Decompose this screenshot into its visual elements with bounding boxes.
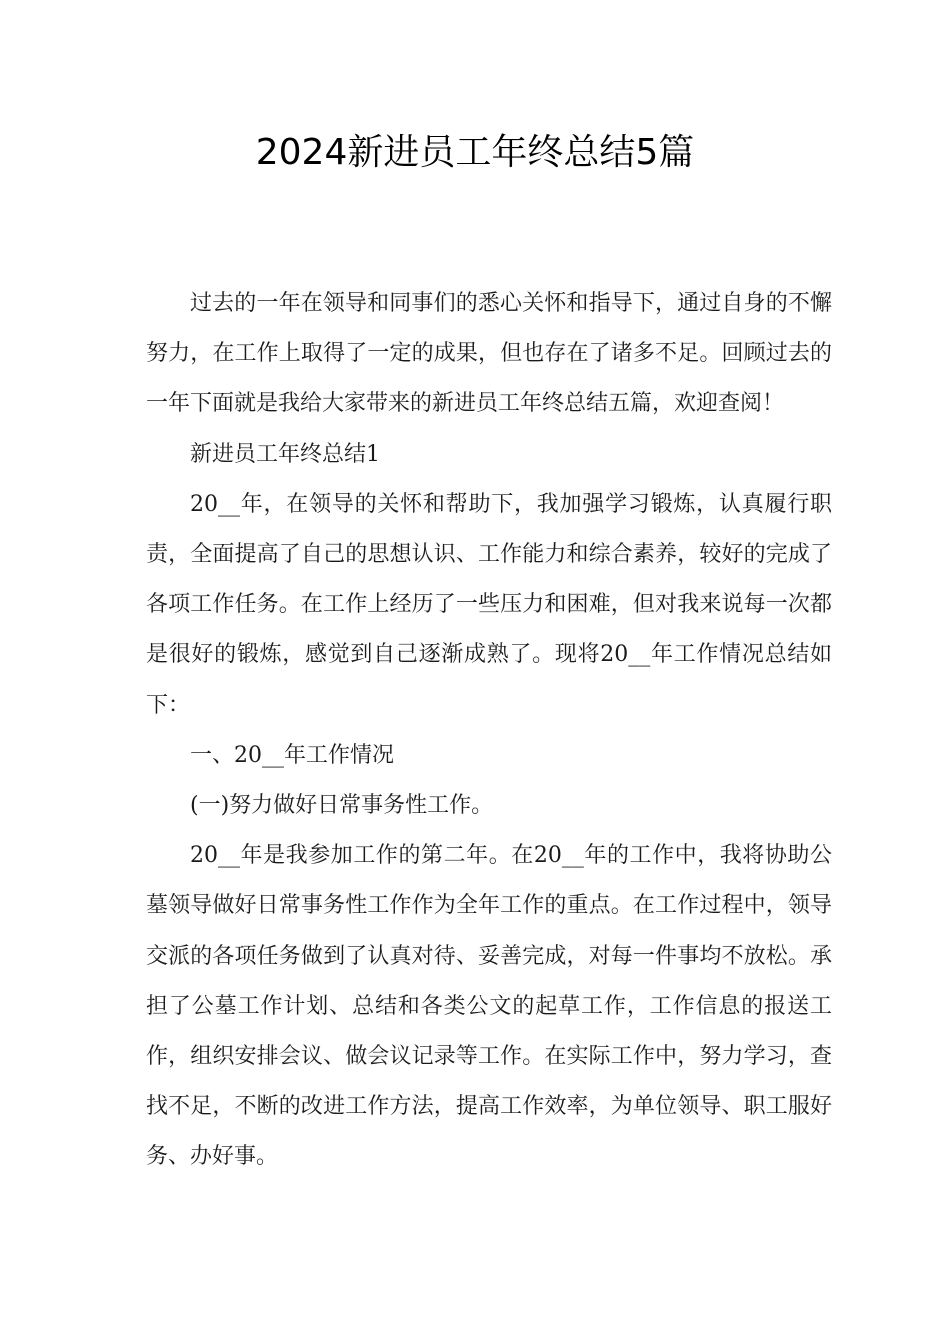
intro-paragraph: 过去的一年在领导和同事们的悉心关怀和指导下，通过自身的不懈努力，在工作上取得了一定的成果，但也存在了诸多不足。回顾过去的一年下面就是我给大家带来的新进员工年终总结五篇，欢迎查阅！ bbox=[146, 291, 832, 417]
section-heading-1: 新进员工年终总结1 bbox=[190, 441, 380, 467]
daily-work-paragraph: 20__年是我参加工作的第二年。在20__年的工作中，我将协助公墓领导做好日常事务性工作作为全年工作的重点。在工作过程中，领导交派的各项任务做到了认真对待、妥善完成，对每一件事均不放松。承担了公墓工作计划、总结和各类公文的起草工作，工作信息的报送工作，组织安排会议、做会议记录等工作。在实际工作中，努力学习，查找不足，不断的改进工作方法，提高工作效率，为单位领导、职工服好务、办好事。 bbox=[146, 843, 832, 1170]
subsection-heading-work-status: 一、20__年工作情况 bbox=[190, 742, 394, 768]
document-title: 2024新进员工年终总结5篇 bbox=[255, 132, 695, 173]
summary-paragraph: 20__年，在领导的关怀和帮助下，我加强学习锻炼，认真履行职责，全面提高了自己的思想认识、工作能力和综合素养，较好的完成了各项工作任务。在工作上经历了一些压力和困难，但对我来说每一次都是很好的锻炼，感觉到自己逐渐成熟了。现将20__年工作情况总结如下： bbox=[146, 491, 832, 718]
document-body bbox=[146, 279, 832, 1183]
item-heading-daily-work: (一)努力做好日常事务性工作。 bbox=[190, 793, 494, 819]
